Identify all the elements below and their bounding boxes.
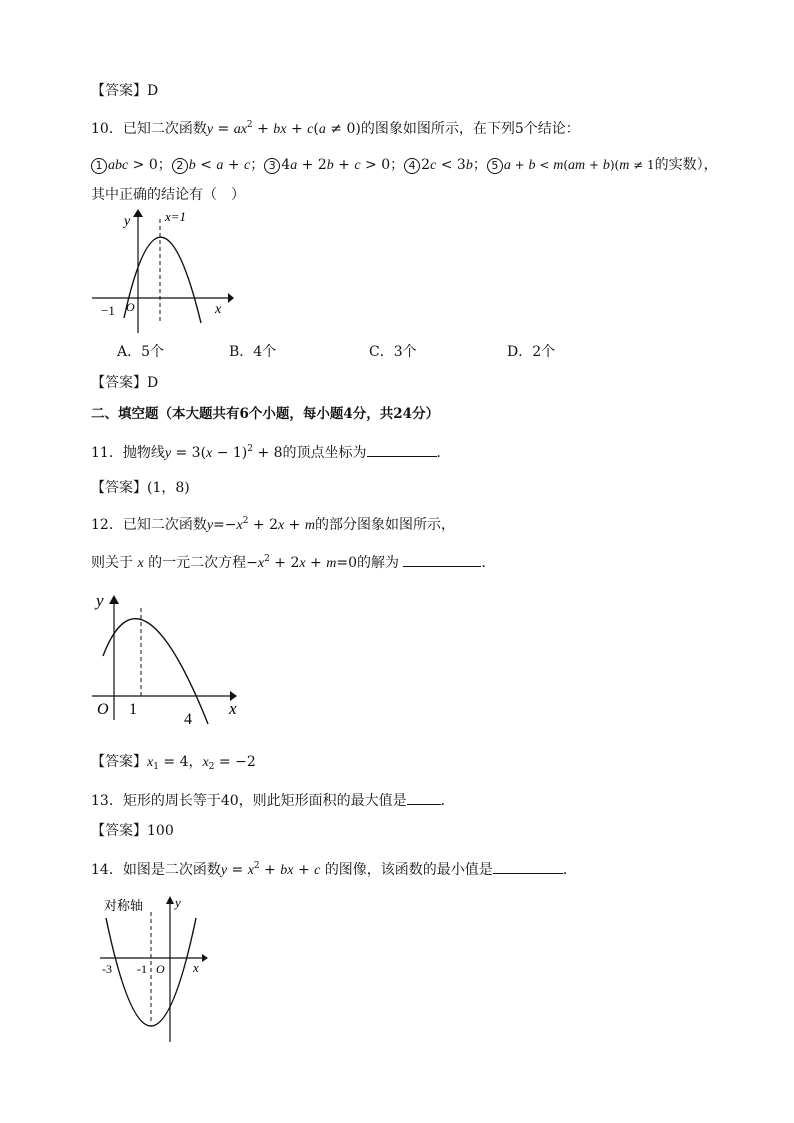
q9-answer: 【答案】D [91,83,159,99]
x-label: x [193,960,199,975]
q10-option-a: A．5个 [117,344,165,360]
q10-conditions: 1 abc > 0； 2 b < a + c； 3 4a + 2b + c > 0； 4 2c < 3b； 5 a + b < m(am + b)(m ≠ 1的实数）， [91,156,718,175]
q12-question: 则关于 x 的一元二次方程$-x^2 + 2x + m=0$的解为 ． [91,554,496,571]
q10-graph [88,205,238,335]
y-label: y [124,214,131,229]
q10-answer: 【答案】D [91,375,159,391]
q10-stem: 10．已知二次函数$y = ax^2$ + bx + c(a ≠ 0)的图象如图所示，在下列5个结论： [91,120,580,137]
neg-three-label: -3 [102,962,112,976]
x-label: x [215,302,222,317]
x-label: x [229,699,237,718]
neg-one-label: -1 [137,962,147,976]
q12-answer: 【答案】$x_1 = 4$，$x_2 = -2$ [91,754,256,772]
sym-axis-label: x=1 [165,209,187,224]
q14-graph [96,892,226,1054]
q10-option-b: B．4个 [229,344,277,360]
q11-answer: 【答案】(1，8) [91,480,190,496]
x-arrow [202,954,208,962]
q10-option-c: C．3个 [369,344,417,360]
q14-stem: 14．如图是二次函数$y = x^2$ + bx + c 的图像，该函数的最小值是 ． [91,861,577,878]
origin-label: O [126,300,135,314]
q12-stem: 12．已知二次函数$y=-x^2 + 2x + m$的部分图象如图所示， [91,516,455,533]
tick-four-label: 4 [184,711,192,726]
q11-stem: 11．抛物线$y = 3(x - 1)^2 + 8$的顶点坐标为 ． [91,444,451,461]
origin-label: O [97,701,109,718]
q10-question: 其中正确的结论有（ ） [91,187,245,203]
parabola [103,619,208,724]
y-label: y [175,895,181,910]
y-label: y [96,591,104,610]
section-title: 二、填空题（本大题共有6个小题，每小题4分，共24分） [91,406,440,422]
q13-answer: 【答案】100 [91,823,174,839]
y-arrow [166,896,174,904]
y-arrow [133,209,143,217]
x-arrow [228,293,234,303]
origin-label: O [156,962,165,976]
axis-title: 对称轴 [104,898,144,913]
q10-option-d: D．2个 [507,344,556,360]
q13-stem: 13．矩形的周长等于40，则此矩形面积的最大值是 ． [91,790,455,810]
parabola [124,237,201,323]
neg-one-label: −1 [101,303,115,318]
tick-one-label: 1 [129,701,137,718]
q12-graph [88,590,248,726]
y-arrow [109,595,119,604]
